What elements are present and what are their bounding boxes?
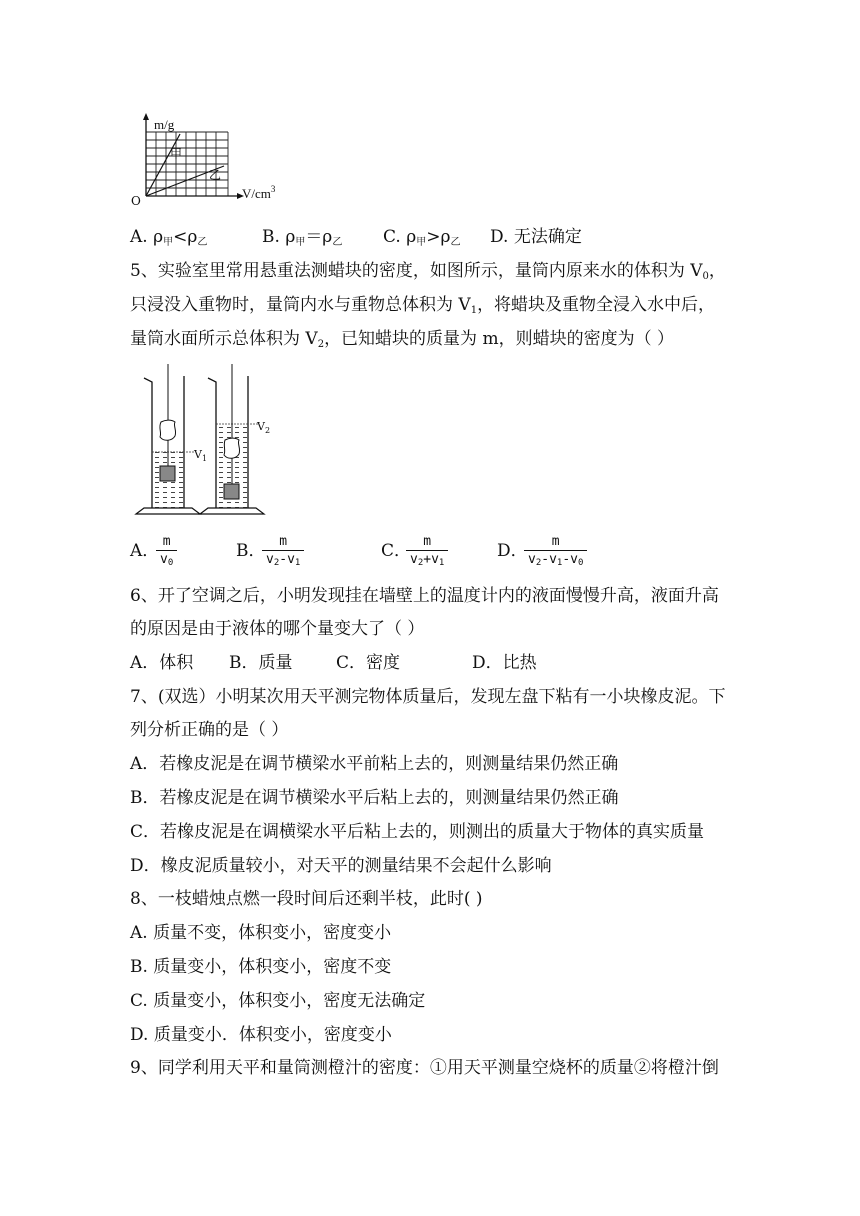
q7-option-a[interactable]: A．若橡皮泥是在调节横梁水平前粘上去的，则测量结果仍然正确 (130, 754, 619, 774)
fig-label-v2: $V_2$ (257, 420, 271, 435)
q6-stem-line2: 的原因是由于液体的哪个量变大了（ ） (130, 619, 425, 639)
q7-option-b[interactable]: B．若橡皮泥是在调节横梁水平后粘上去的，则测量结果仍然正确 (130, 788, 619, 808)
graph-ylabel: m/g (154, 117, 175, 132)
q5-stem-line2: 只浸没入重物时，量筒内水与重物总体积为 $V_1$，将蜡块及重物全浸入水中后， (130, 295, 716, 316)
q8-stem: 8、一枝蜡烛点燃一段时间后还剩半枝，此时( ) (130, 889, 483, 909)
q4-option-d[interactable]: D. 无法确定 (490, 227, 582, 247)
q6-stem-line1: 6、开了空调之后，小明发现挂在墙壁上的温度计内的液面慢慢升高，液面升高 (130, 586, 719, 606)
q7-stem-line1: 7、(双选）小明某次用天平测完物体质量后，发现左盘下粘有一小块橡皮泥。下 (130, 687, 726, 707)
q7-stem-line2: 列分析正确的是（ ） (130, 720, 289, 740)
q6-option-d[interactable]: D．比热 (472, 653, 537, 673)
q5-option-d-letter[interactable]: D． (497, 541, 528, 561)
graph-label-jia: 甲 (170, 147, 183, 161)
graph-xlabel: $V/cm^3$ (242, 184, 276, 201)
q4-option-b[interactable]: B. $\rho_甲=\rho_乙$ (262, 227, 343, 248)
q5-option-b-fraction: $\frac{m}{v_2-v_1}$ (262, 534, 304, 571)
graph-origin: O (131, 194, 141, 208)
q7-option-d[interactable]: D．橡皮泥质量较小，对天平的测量结果不会起什么影响 (130, 856, 552, 876)
q5-option-a-fraction: $\frac{m}{v_0}$ (156, 534, 177, 571)
q8-option-b[interactable]: B. 质量变小，体积变小，密度不变 (130, 957, 392, 977)
q5-option-d-fraction: $\frac{m}{v_2-v_1-v_0}$ (524, 534, 587, 571)
q8-option-d[interactable]: D. 质量变小．体积变小，密度变小 (130, 1025, 392, 1045)
q7-option-c[interactable]: C．若橡皮泥是在调横梁水平后粘上去的，则测出的质量大于物体的真实质量 (130, 822, 705, 842)
graph-label-yi: 乙 (209, 168, 222, 182)
q5-stem-line3: 量筒水面所示总体积为 $V_2$，已知蜡块的质量为 m，则蜡块的密度为（ ） (130, 329, 674, 350)
q5-option-a-letter[interactable]: A． (130, 541, 160, 561)
q4-option-a[interactable]: A. $\rho_甲<\rho_乙$ (130, 227, 208, 248)
q6-option-b[interactable]: B．质量 (229, 653, 293, 673)
q5-stem-line1: 5、实验室里常用悬重法测蜡块的密度，如图所示，量筒内原来水的体积为 $V_0$， (130, 261, 726, 282)
q6-option-c[interactable]: C．密度 (336, 653, 401, 673)
q5-option-c-letter[interactable]: C． (381, 541, 412, 561)
q8-option-c[interactable]: C. 质量变小，体积变小，密度无法确定 (130, 991, 426, 1011)
q8-option-a[interactable]: A. 质量不变，体积变小，密度变小 (130, 923, 392, 943)
fig-label-v1: $V_1$ (194, 448, 208, 463)
q6-option-a[interactable]: A．体积 (130, 653, 194, 673)
q4-option-c[interactable]: C. $\rho_甲>\rho_乙$ (383, 227, 461, 248)
q9-stem-line1: 9、同学利用天平和量筒测橙汁的密度：①用天平测量空烧杯的质量②将橙汁倒 (130, 1058, 719, 1078)
q5-option-b-letter[interactable]: B． (236, 541, 266, 561)
q5-option-c-fraction: $\frac{m}{v_2+v_1}$ (406, 534, 448, 571)
